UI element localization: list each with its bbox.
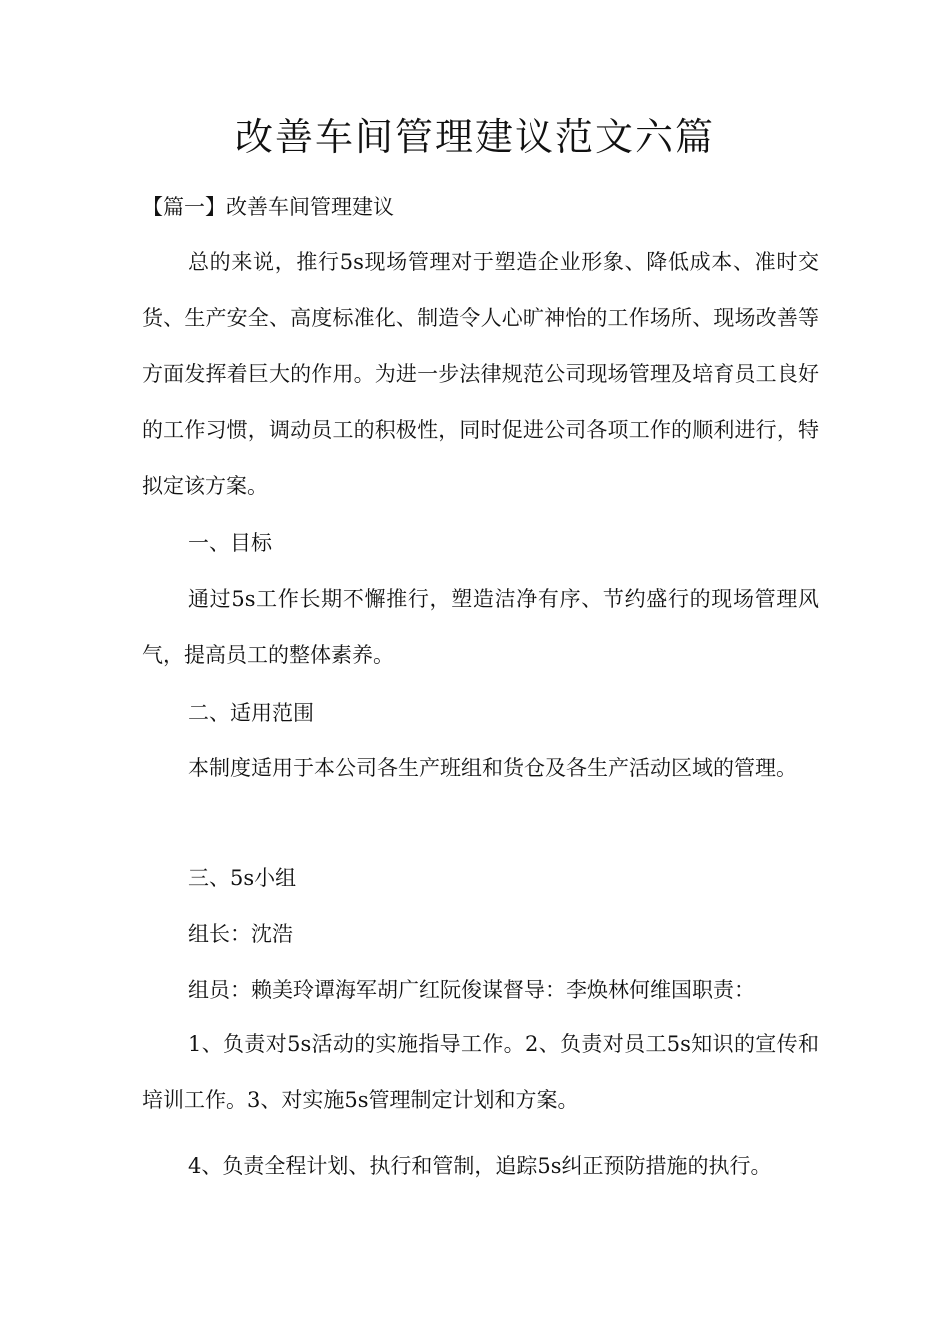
goal-heading: 一、目标 bbox=[188, 531, 272, 555]
scope-paragraph: 本制度适用于本公司各生产班组和货仓及各生产活动区域的管理。 bbox=[188, 756, 797, 780]
group-leader: 组长：沈浩 bbox=[188, 922, 293, 946]
goal-paragraph: 通过5s工作长期不懈推行，塑造洁净有序、节约盛行的现场管理风气，提高员工的整体素养。 bbox=[142, 587, 819, 667]
document-title: 改善车间管理建议范文六篇 bbox=[234, 115, 715, 159]
duties-item-4: 4、负责全程计划、执行和管制，追踪5s纠正预防措施的执行。 bbox=[188, 1154, 772, 1178]
intro-paragraph: 总的来说，推行5s现场管理对于塑造企业形象、降低成本、准时交货、生产安全、高度标准化、制造令人心旷神怡的工作场所、现场改善等方面发挥着巨大的作用。为进一步法律规范公司现场管理及培育员工良好的工作习惯，调动员工的积极性，同时促进公司各项工作的顺利进行，特拟定该方案。 bbox=[142, 250, 819, 498]
scope-heading: 二、适用范围 bbox=[188, 701, 314, 725]
group-heading: 三、5s小组 bbox=[188, 866, 297, 890]
duties-paragraph: 1、负责对5s活动的实施指导工作。2、负责对员工5s知识的宣传和培训工作。3、对实施5s管理制定计划和方案。 bbox=[142, 1032, 819, 1112]
group-members: 组员：赖美玲谭海军胡广红阮俊谋督导：李焕林何维国职责： bbox=[188, 978, 755, 1002]
section-heading: 【篇一】改善车间管理建议 bbox=[142, 195, 394, 219]
